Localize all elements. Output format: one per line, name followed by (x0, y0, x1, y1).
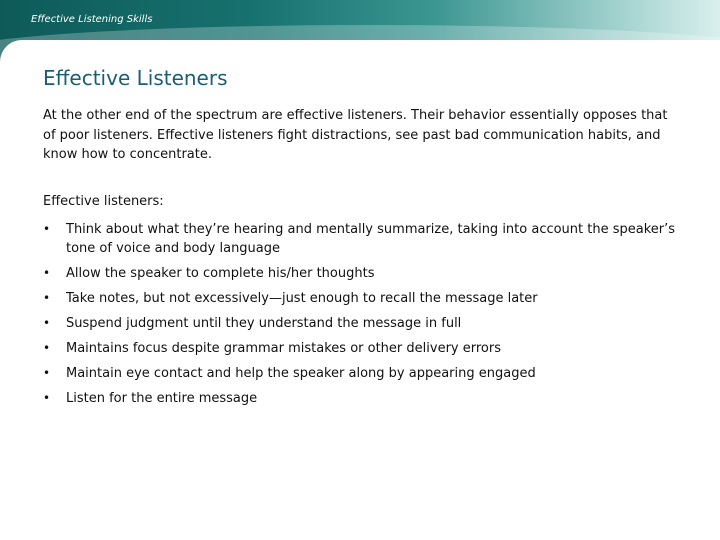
header-label: Effective Listening Skills (31, 14, 153, 25)
bullet-icon: • (43, 391, 51, 405)
list-item (43, 264, 683, 283)
bullet-icon: • (43, 366, 51, 380)
list-item (43, 289, 683, 308)
intro-paragraph: At the other end of the spectrum are effective listeners. Their behavior essentially opposes that of poor listeners. Effective listeners fight distractions, see past bad communication habits, and know how to concentrate. (43, 108, 668, 162)
list-item-text: Suspend judgment until they understand the message in full (66, 316, 462, 331)
list-item-text: Allow the speaker to complete his/her thoughts (66, 266, 375, 281)
list-item (43, 389, 683, 408)
bullet-icon: • (43, 291, 51, 305)
list-item-text: Take notes, but not excessively—just enough to recall the message later (66, 291, 538, 306)
list-item (43, 364, 683, 383)
bullet-icon: • (43, 222, 51, 236)
list-item-text: Maintains focus despite grammar mistakes or other delivery errors (66, 341, 501, 356)
list-item (43, 339, 683, 358)
bullet-list (43, 220, 683, 414)
list-item (43, 220, 683, 258)
list-heading: Effective listeners: (43, 194, 164, 209)
bullet-icon: • (43, 341, 51, 355)
list-item (43, 314, 683, 333)
bullet-icon: • (43, 266, 51, 280)
list-item-text: Think about what they’re hearing and mentally summarize, taking into account the speaker’s tone of voice and body language (66, 222, 676, 256)
list-item-text: Listen for the entire message (66, 391, 258, 406)
list-item-text: Maintain eye contact and help the speaker along by appearing engaged (66, 366, 536, 381)
slide-title: Effective Listeners (43, 66, 228, 90)
bullet-icon: • (43, 316, 51, 330)
